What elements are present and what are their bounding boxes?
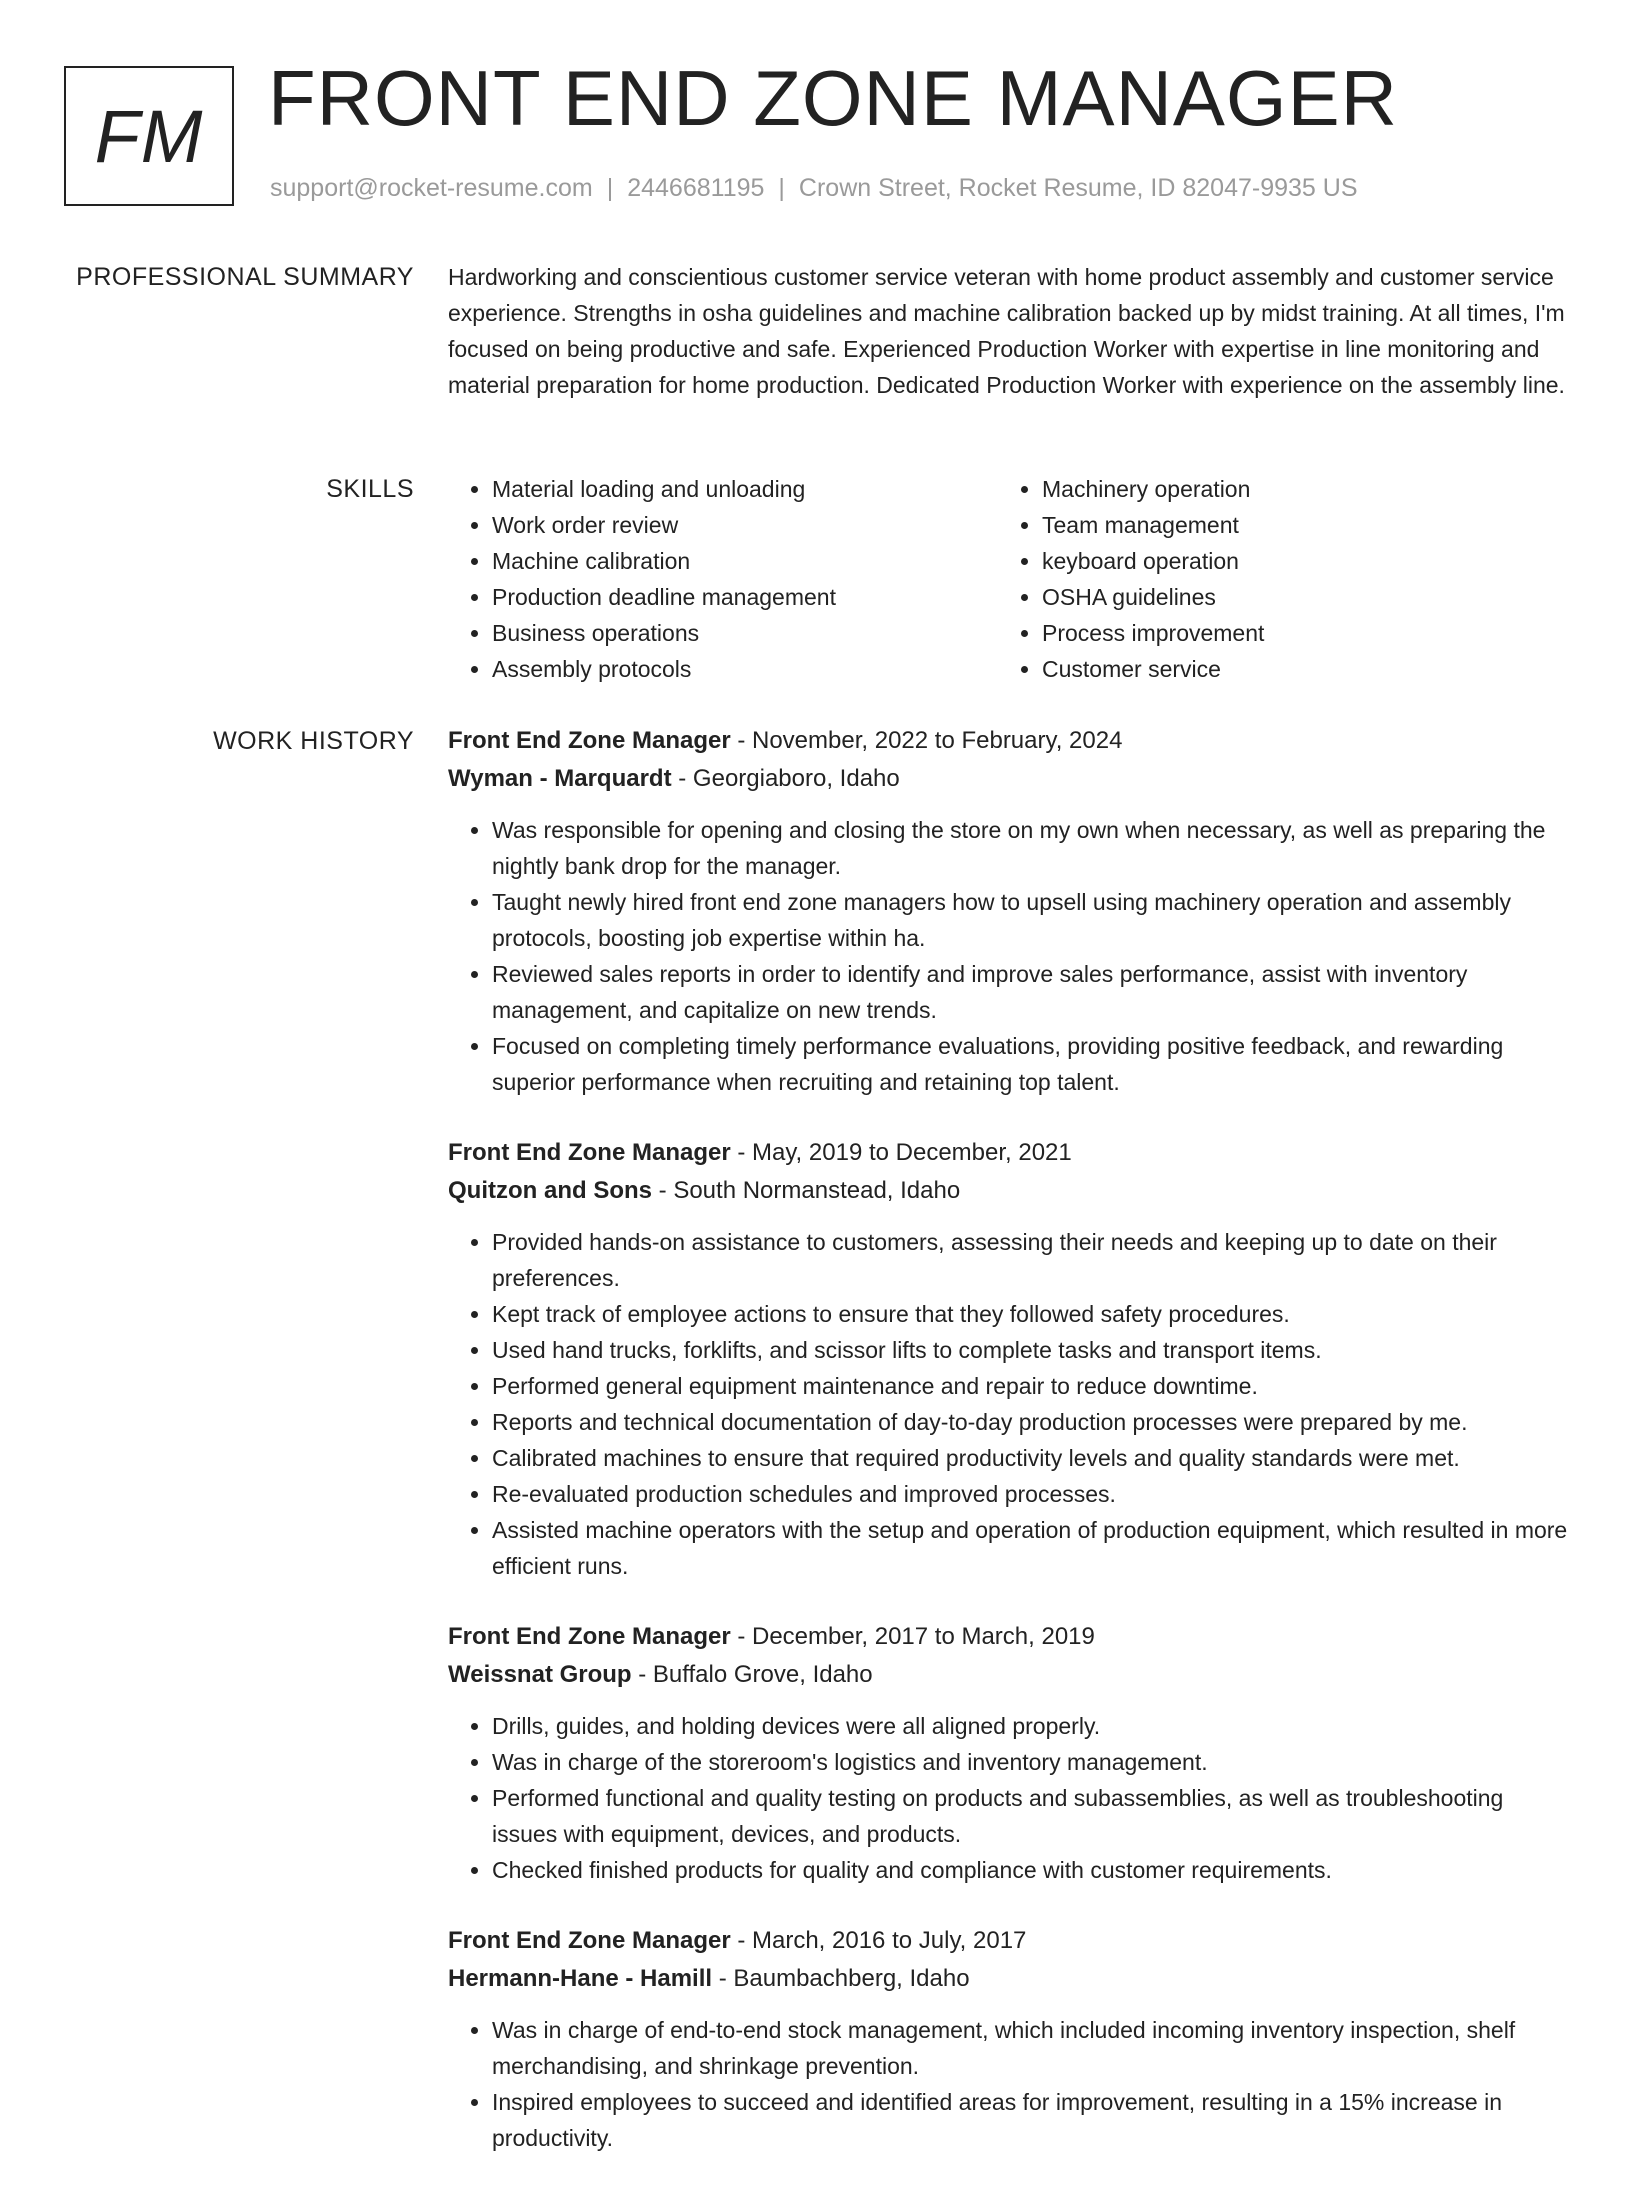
- job-bullet: • Kept track of employee actions to ensure that they followed safety procedures.: [492, 1296, 1568, 1332]
- contact-email[interactable]: support@rocket-resume.com: [270, 174, 593, 202]
- job-bullet: • Re-evaluated production schedules and improved processes.: [492, 1476, 1568, 1512]
- job-entry: [448, 722, 1568, 1100]
- job-title-line: [448, 1134, 1568, 1172]
- job-bullets: [448, 812, 1568, 1100]
- job-company-line: [448, 1960, 1568, 1998]
- job-dates: - May, 2019 to December, 2021: [730, 1139, 1072, 1166]
- skill-item: • Machinery operation: [1042, 471, 1548, 507]
- summary-text: Hardworking and conscientious customer service veteran with home product assembly and customer service experience. Strengths in osha guidelines and machine calibration backed up by midst training. At all times, I'm focused on being productive and safe. Experienced Production Worker with expertise in line monitoring and material preparation for home production. Dedicated Production Worker with experience on the assembly line.: [448, 264, 1565, 398]
- job-bullets: [448, 2012, 1568, 2156]
- skill-item: • keyboard operation: [1042, 543, 1548, 579]
- job-dates: - December, 2017 to March, 2019: [730, 1623, 1095, 1650]
- job-bullet: • Assisted machine operators with the setup and operation of production equipment, which resulted in more efficient runs.: [492, 1512, 1568, 1584]
- job-bullet: • Calibrated machines to ensure that required productivity levels and quality standards were met.: [492, 1440, 1568, 1476]
- job-title-line: [448, 1922, 1568, 1960]
- job-location: - Buffalo Grove, Idaho: [631, 1661, 873, 1688]
- job-bullet: • Provided hands-on assistance to customers, assessing their needs and keeping up to date on their preferences.: [492, 1224, 1568, 1296]
- job-dates: - November, 2022 to February, 2024: [730, 727, 1123, 754]
- job-entry: [448, 1134, 1568, 1584]
- skill-item: • Material loading and unloading: [492, 471, 998, 507]
- summary-body: [448, 259, 1568, 403]
- contact-separator: |: [606, 174, 614, 202]
- job-bullet: • Reviewed sales reports in order to identify and improve sales performance, assist with inventory management, and capitalize on new trends.: [492, 956, 1568, 1028]
- job-company: Wyman - Marquardt: [448, 765, 672, 792]
- job-company-line: [448, 760, 1568, 798]
- job-entry: [448, 1922, 1568, 2156]
- job-bullets: [448, 1708, 1568, 1888]
- job-location: - Baumbachberg, Idaho: [712, 1965, 970, 1992]
- contact-phone[interactable]: 2446681195: [627, 174, 765, 202]
- job-bullet: • Focused on completing timely performance evaluations, providing positive feedback, and rewarding superior performance when recruiting and retaining top talent.: [492, 1028, 1568, 1100]
- skill-item: • Production deadline management: [492, 579, 998, 615]
- skill-item: • Process improvement: [1042, 615, 1548, 651]
- skill-item: • Machine calibration: [492, 543, 998, 579]
- job-company-line: [448, 1172, 1568, 1210]
- job-company: Hermann-Hane - Hamill: [448, 1965, 713, 1992]
- work-history-body: [448, 722, 1568, 2190]
- job-entry: [448, 1618, 1568, 1888]
- job-bullet: • Was in charge of end-to-end stock management, which included incoming inventory inspection, shelf merchandising, and shrinkage prevention.: [492, 2012, 1568, 2084]
- job-title: Front End Zone Manager: [448, 727, 731, 754]
- job-bullet: • Checked finished products for quality and compliance with customer requirements.: [492, 1852, 1568, 1888]
- job-bullet: • Was in charge of the storeroom's logistics and inventory management.: [492, 1744, 1568, 1780]
- skill-item: • OSHA guidelines: [1042, 579, 1548, 615]
- job-title-line: [448, 722, 1568, 760]
- job-company: Weissnat Group: [448, 1661, 632, 1688]
- skill-item: • Business operations: [492, 615, 998, 651]
- job-bullet: • Taught newly hired front end zone managers how to upsell using machinery operation and assembly protocols, boosting job expertise within ha.: [492, 884, 1568, 956]
- job-dates: - March, 2016 to July, 2017: [730, 1927, 1027, 1954]
- contact-address: Crown Street, Rocket Resume, ID 82047-9935 US: [798, 174, 1358, 202]
- page-title: FRONT END ZONE MANAGER: [268, 54, 1398, 142]
- job-location: - Georgiaboro, Idaho: [671, 765, 900, 792]
- job-bullet: • Was responsible for opening and closing the store on my own when necessary, as well as preparing the nightly bank drop for the manager.: [492, 812, 1568, 884]
- summary-label: PROFESSIONAL SUMMARY: [76, 263, 414, 291]
- job-title: Front End Zone Manager: [448, 1623, 731, 1650]
- job-bullet: • Performed general equipment maintenance and repair to reduce downtime.: [492, 1368, 1568, 1404]
- job-location: - South Normanstead, Idaho: [652, 1177, 961, 1204]
- skill-item: • Work order review: [492, 507, 998, 543]
- job-bullet: • Used hand trucks, forklifts, and scissor lifts to complete tasks and transport items.: [492, 1332, 1568, 1368]
- contact-line: [270, 174, 1358, 203]
- job-bullet: • Drills, guides, and holding devices were all aligned properly.: [492, 1708, 1568, 1744]
- skill-item: • Assembly protocols: [492, 651, 998, 687]
- job-bullets: [448, 1224, 1568, 1584]
- skills-body: [448, 471, 1568, 687]
- skills-label: SKILLS: [326, 475, 414, 503]
- job-company-line: [448, 1656, 1568, 1694]
- monogram-logo: FM: [64, 66, 234, 206]
- skill-item: • Customer service: [1042, 651, 1548, 687]
- job-title: Front End Zone Manager: [448, 1139, 731, 1166]
- work-history-label: WORK HISTORY: [213, 727, 414, 755]
- job-title: Front End Zone Manager: [448, 1927, 731, 1954]
- contact-separator: |: [778, 174, 785, 202]
- skill-item: • Team management: [1042, 507, 1548, 543]
- skills-column-left: [448, 471, 998, 687]
- job-title-line: [448, 1618, 1568, 1656]
- job-bullet: • Reports and technical documentation of day-to-day production processes were prepared by me.: [492, 1404, 1568, 1440]
- job-bullet: • Performed functional and quality testing on products and subassemblies, as well as troubleshooting issues with equipment, devices, and products.: [492, 1780, 1568, 1852]
- job-bullet: • Inspired employees to succeed and identified areas for improvement, resulting in a 15% increase in productivity.: [492, 2084, 1568, 2156]
- skills-column-right: [998, 471, 1548, 687]
- job-company: Quitzon and Sons: [448, 1177, 652, 1204]
